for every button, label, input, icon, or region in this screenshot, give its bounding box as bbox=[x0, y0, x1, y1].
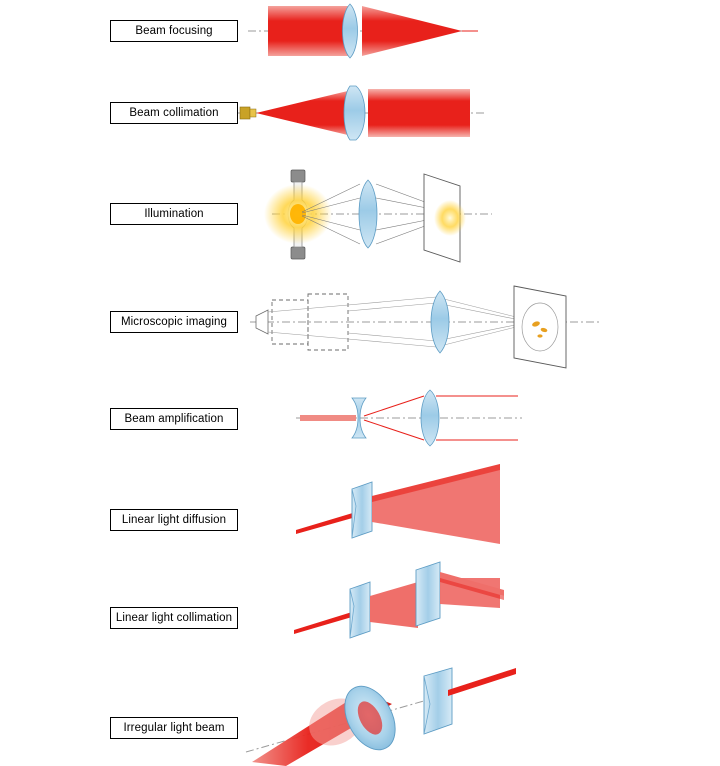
lamp-cap-top bbox=[291, 170, 305, 182]
label-beam-amplification bbox=[110, 408, 238, 430]
label-text: Irregular light beam bbox=[123, 722, 225, 734]
label-beam-focusing bbox=[110, 20, 238, 42]
lens-cylindrical-collimating bbox=[416, 562, 440, 626]
label-illumination bbox=[110, 203, 238, 225]
lens-cylindrical-output bbox=[424, 668, 452, 734]
label-text: Beam focusing bbox=[135, 25, 213, 37]
input-line-beam-2 bbox=[294, 612, 352, 634]
figure-beam-amplification bbox=[296, 390, 522, 446]
label-text: Beam collimation bbox=[129, 107, 219, 119]
object-source bbox=[256, 310, 268, 334]
diverging-sheet bbox=[370, 582, 418, 628]
label-linear-light-collimation bbox=[110, 607, 238, 629]
label-text: Illumination bbox=[144, 208, 204, 220]
lens-cylindrical-concave bbox=[352, 482, 372, 538]
diffused-light-sheet bbox=[372, 464, 500, 544]
label-text: Beam amplification bbox=[124, 413, 224, 425]
lens-plano-convex bbox=[344, 86, 365, 140]
lens-cylindrical-concave-2 bbox=[350, 582, 370, 638]
figure-irregular-light-beam bbox=[246, 668, 516, 766]
label-text: Linear light diffusion bbox=[121, 514, 227, 526]
figure-beam-collimation bbox=[236, 86, 486, 140]
label-linear-light-diffusion bbox=[110, 509, 238, 531]
figure-beam-focusing bbox=[248, 4, 478, 58]
light-source bbox=[240, 107, 250, 119]
label-text: Microscopic imaging bbox=[120, 316, 228, 328]
label-irregular-light-beam bbox=[110, 717, 238, 739]
figure-microscopic-imaging bbox=[250, 286, 602, 368]
label-microscopic-imaging bbox=[110, 311, 238, 333]
lamp-cap-bottom bbox=[291, 247, 305, 259]
figure-linear-light-collimation bbox=[294, 562, 504, 638]
lens-imaging bbox=[431, 291, 449, 353]
figure-illumination bbox=[264, 170, 492, 262]
output-beam bbox=[448, 668, 516, 696]
figure-linear-light-diffusion bbox=[296, 464, 500, 544]
lens-condenser bbox=[359, 180, 377, 248]
lens-biconvex bbox=[343, 4, 358, 58]
input-line-beam bbox=[296, 512, 356, 534]
label-beam-collimation bbox=[110, 102, 238, 124]
lens-biconvex-expander bbox=[421, 390, 439, 446]
label-text: Linear light collimation bbox=[115, 612, 233, 624]
illumination-spot bbox=[434, 200, 466, 236]
